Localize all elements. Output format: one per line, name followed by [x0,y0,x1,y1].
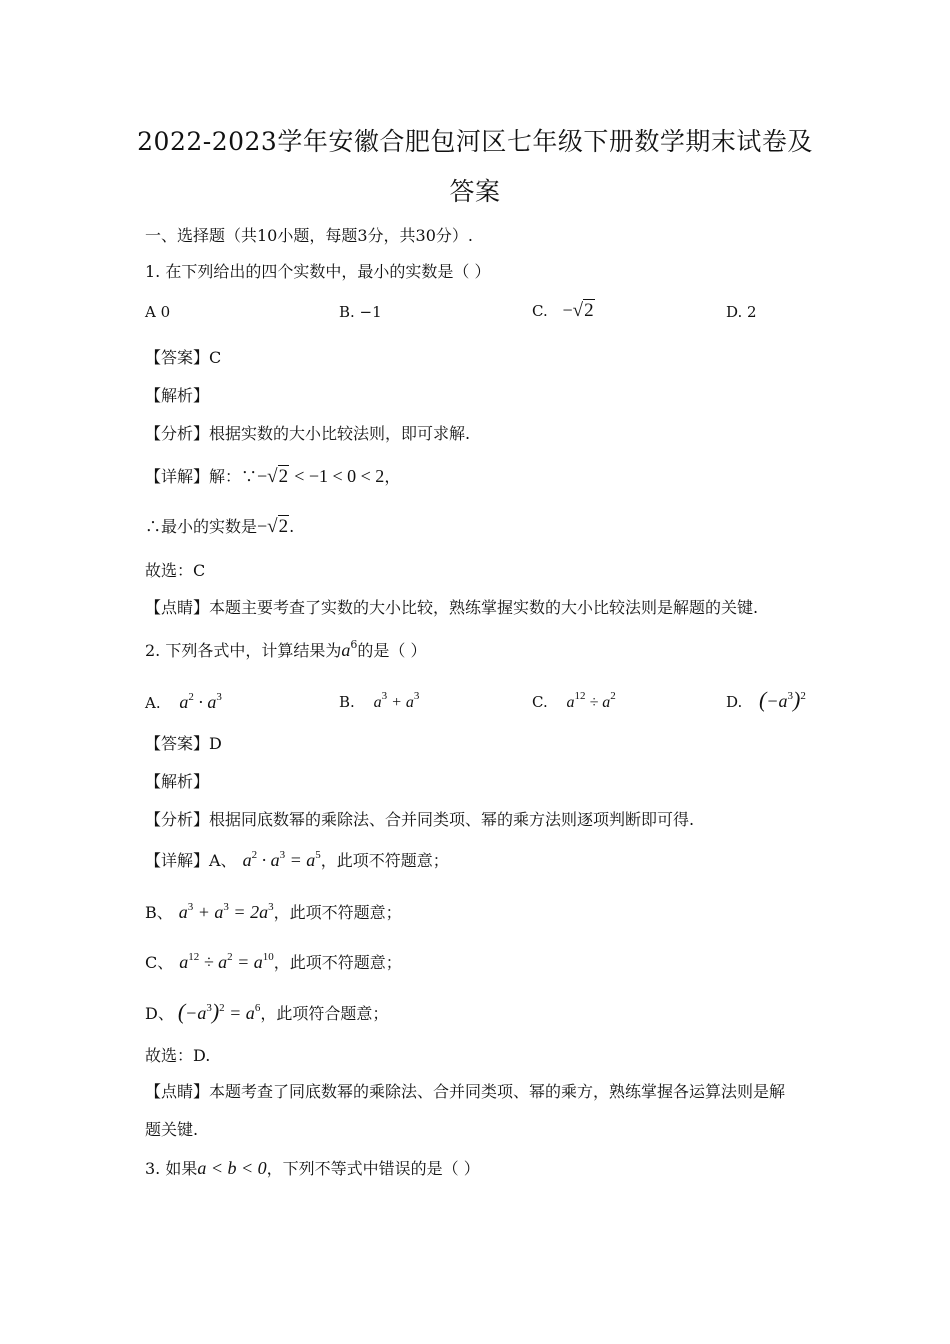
q1-detail-minus: − [257,466,268,486]
q1-conclusion-end: . [289,517,295,536]
q2-detail-a [145,850,449,871]
q1-detail-prefix: 【详解】解：∵ [145,467,258,486]
q1-option-c-minus: − [562,300,573,320]
q2-stem-suffix: 的是（ ） [357,641,427,660]
q3-stem [145,1158,480,1179]
q1-detail-inequality: < −1 < 0 < 2 [294,466,385,486]
q2-detail-c-expr: $a^{12} \div a^2 = a^{10}$ [179,951,274,972]
q2-detail-b-suffix: ，此项不符题意； [273,903,402,922]
q2-detail-a-suffix: ，此项不符题意； [320,851,449,870]
q2-detail-d-suffix: ，此项符合题意； [260,1004,389,1023]
q1-detail-sqrt: √2 [267,466,289,487]
q2-option-d-label: D. [726,693,743,711]
q2-option-c [532,692,616,713]
q2-detail-a-prefix: 【详解】A、 [145,851,237,870]
q1-dianjing: 【点睛】本题主要考查了实数的大小比较，熟练掌握实数的大小比较法则是解题的关键. [145,598,759,617]
q2-answer: 【答案】D [145,734,222,753]
q2-detail-b-expr: $a^3 + a^3 = 2a^3$ [178,901,274,922]
q1-conclusion [145,516,294,537]
q1-detail [145,466,400,487]
q1-answer: 【答案】C [145,348,222,367]
document-title-line2: 答案 [449,177,501,206]
q2-choose: 故选：D. [145,1046,211,1065]
q1-conclusion-sqrt: √2 [267,516,289,537]
q1-fenxi: 【分析】根据实数的大小比较法则，即可求解. [145,424,471,443]
q2-option-b [339,692,419,713]
q1-stem: 1. 在下列给出的四个实数中，最小的实数是（ ） [145,262,491,281]
q1-detail-end: ， [384,467,401,486]
q2-detail-c [145,952,402,973]
q1-jiexi: 【解析】 [145,386,210,405]
q3-stem-expr: a < b < 0 [197,1158,267,1178]
q1-option-c-sqrt: √2 [572,300,594,321]
q1-option-b: B. −1 [339,303,382,321]
q3-stem-suffix: ，下列不等式中错误的是（ ） [266,1159,480,1178]
q2-stem-var: a [341,640,351,660]
q2-option-c-label: C. [532,693,548,711]
q1-detail-radicand: 2 [278,466,289,487]
q2-detail-d [145,999,389,1024]
q2-option-d [726,687,806,712]
q1-conclusion-radicand: 2 [278,516,289,537]
q2-detail-d-prefix: D、 [145,1004,174,1023]
q2-detail-c-suffix: ，此项不符题意； [273,953,402,972]
q1-option-c [532,300,595,321]
q2-fenxi: 【分析】根据同底数幂的乘除法、合并同类项、幂的乘方法则逐项判断即可得. [145,810,695,829]
q2-option-b-label: B. [339,693,355,711]
q2-option-a [145,692,222,713]
q2-detail-a-expr: $a^2 \cdot a^3 = a^5$ [242,849,321,870]
q2-dianjing-line2: 题关键. [145,1120,199,1139]
q2-option-c-expr: $a^{12} \div a^2$ [566,690,616,711]
document-title-line1: 2022-2023学年安徽合肥包河区七年级下册数学期末试卷及 [137,127,813,156]
q1-conclusion-minus: − [257,516,268,536]
q2-detail-c-prefix: C、 [145,953,174,972]
q2-option-a-expr: $a^2 \cdot a^3$ [179,691,222,712]
q2-stem-exp: 6 [350,638,358,651]
q2-option-d-expr: $(-a^3)^2$ [759,687,806,712]
q1-conclusion-prefix: ∴最小的实数是 [145,517,258,536]
q2-jiexi: 【解析】 [145,772,210,791]
q1-choose: 故选：C [145,561,206,580]
q2-detail-b-prefix: B、 [145,903,173,922]
q2-option-a-label: A. [145,694,161,712]
q2-stem-prefix: 2. 下列各式中，计算结果为 [145,641,342,660]
q2-option-b-expr: $a^3 + a^3$ [373,690,420,711]
section-heading: 一、选择题（共10小题，每题3分，共30分）. [145,226,473,245]
q1-option-a: A 0 [145,303,171,321]
q1-option-d: D. 2 [726,303,757,321]
q2-detail-b [145,902,402,923]
q1-option-c-label: C. [532,302,548,320]
q2-stem [145,640,426,661]
q3-stem-prefix: 3. 如果 [145,1159,198,1178]
q2-dianjing-line1: 【点睛】本题考查了同底数幂的乘除法、合并同类项、幂的乘方，熟练掌握各运算法则是解 [145,1082,786,1101]
q1-option-c-radicand: 2 [584,300,594,321]
q2-detail-d-expr: $(-a^3)^2 = a^6$ [177,999,261,1024]
